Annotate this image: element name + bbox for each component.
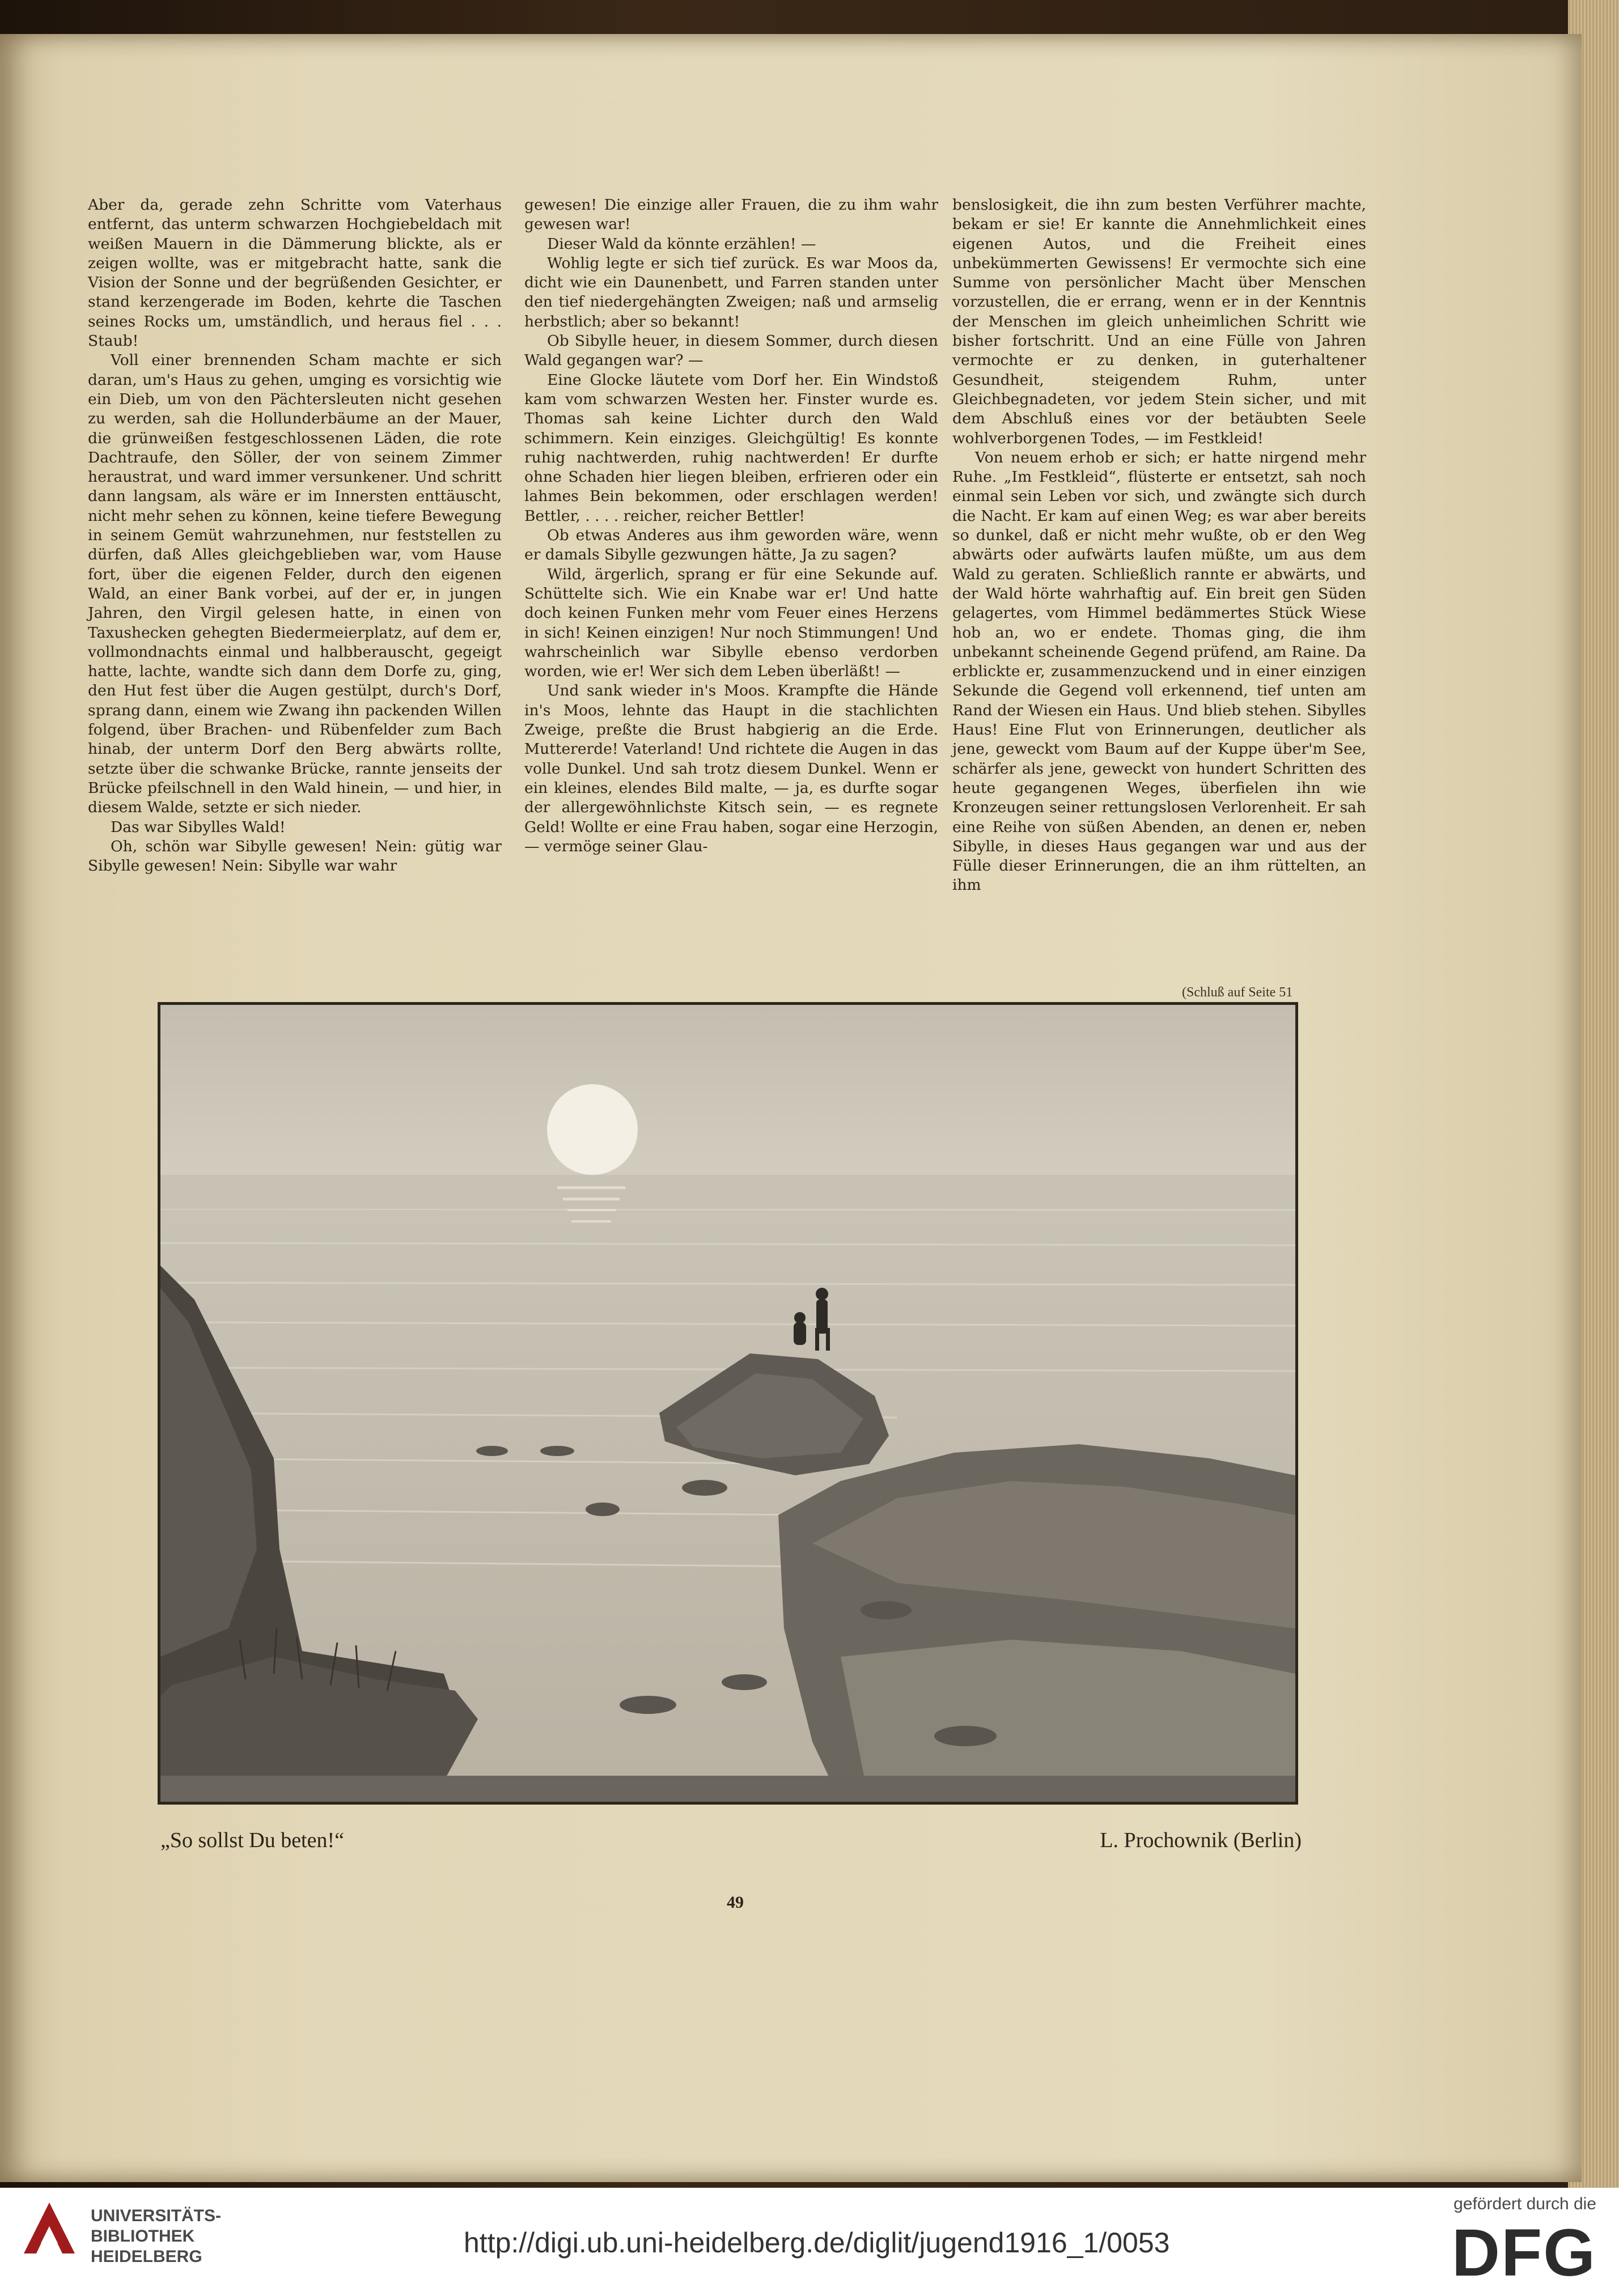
- seascape-drawing: [160, 1005, 1295, 1802]
- illustration-title: „So sollst Du beten!“: [160, 1828, 345, 1852]
- paragraph: Dieser Wald da könnte erzählen! —: [547, 235, 816, 253]
- paragraph: Ob etwas Anderes aus ihm geworden wäre, wenn er damals Sibylle gezwungen hätte, Ja zu sagen?: [524, 527, 938, 564]
- page-number: 49: [727, 1893, 744, 1912]
- paragraph: Eine Glocke läutete vom Dorf her. Ein Windstoß kam vom schwarzen Westen her. Finster wurde es. Thomas sah keine Lichter durch den Wald schimmern. Kein einziges. Gleichgültig! Es konnte ruhig nachtwerden, ruhig nachtwerden! Er durfte ohne Schaden hier liegen bleiben, erfrieren oder ein lahmes Bein bekommen, oder erschlagen werden! Bettler, . . . . reicher, reicher Bettler!: [524, 371, 938, 525]
- paragraph: Wild, ärgerlich, sprang er für eine Sekunde auf. Schüttelte sich. Wie ein Knabe war er! Und hatte doch keinen Funken mehr vom Feuer eines Herzens in sich! Keinen einzigen! Nur noch Stimmungen! Und wahrscheinlich war Sibylle ebenso verdorben worden, wie er! Wer sich dem Leben überläßt! —: [524, 565, 938, 681]
- horizon-haze: [160, 1175, 1295, 1209]
- text-column-3: [952, 196, 1366, 896]
- text-column-1: [88, 196, 502, 876]
- illustration-artist: L. Prochownik (Berlin): [1100, 1828, 1302, 1852]
- library-line-2: BIBLIOTHEK: [91, 2227, 195, 2246]
- illustration-seascape: [158, 1002, 1298, 1805]
- library-line-1: UNIVERSITÄTS-: [91, 2206, 222, 2225]
- sky: [160, 1005, 1295, 1181]
- continued-note: (Schluß auf Seite 51: [1182, 985, 1293, 1000]
- paragraph: Voll einer brennenden Scham machte er sich daran, um's Haus zu gehen, umging es vorsichtig wie ein Dieb, um von den Pächtersleuten nicht gesehen zu werden, sah die Hollunderbäume an der Mauer, die grünweißen festgeschlossenen Läden, die rote Dachtraufe, den Söller, der von seinem Zimmer heraustrat, und ward immer versunkener. Und schritt dann langsam, als wäre er im Innersten enttäuscht, nicht mehr sehen zu können, keine tiefere Bewegung in seinem Gemüt wahrzunehmen, nur feststellen zu dürfen, daß Alles gleichgeblieben war, vom Hause fort, über die eigenen Felder, durch den eigenen Wald, an einer Bank vorbei, auf der er, in jungen Jahren, den Virgil gelesen hatte, in einen von Taxushecken gehegten Biedermeierplatz, auf dem er, vollmondnachts einmal und halbberauscht, gegeigt hatte, lachte, wandte sich dann dem Dorfe zu, ging, den Hut fest über die Augen gestülpt, durch's Dorf, sprang dann, einem wie Zwang ihn packenden Willen folgend, über Brachen- und Rübenfelder zum Bach hinab, der unterm Dorf den Berg abwärts rollte, setzte über die schwanke Brücke, rannte jenseits der Brücke pfeilschnell in den Wald hinein, — und hier, in diesem Walde, setzte er sich nieder.: [88, 351, 502, 817]
- university-library-logo-icon[interactable]: [18, 2198, 80, 2263]
- paragraph: Und sank wieder in's Moos. Krampfte die Hände in's Moos, lehnte das Haupt in die stachlichten Zweige, preßte die Brust habgierig an die Erde. Muttererde! Vaterland! Und richtete die Augen in das volle Dunkel. Und sah trotz diesem Dunkel. Wenn er ein kleines, elendes Bild malte, — ja, es durfte sogar der allergewöhnlichste Kitsch sein, — es regnete Geld! Wollte er eine Frau haben, sogar eine Herzogin, — vermöge seiner Glau-: [524, 682, 938, 855]
- funding-label: gefördert durch die: [1453, 2195, 1596, 2213]
- library-line-3: HEIDELBERG: [91, 2247, 202, 2266]
- paragraph: Das war Sibylles Wald!: [111, 818, 286, 836]
- source-url-link[interactable]: http://digi.ub.uni-heidelberg.de/diglit/jugend1916_1/0053: [464, 2227, 1170, 2259]
- paragraph: Wohlig legte er sich tief zurück. Es war Moos da, dicht wie ein Daunenbett, und Farren standen unter den tief niedergehängten Zweigen; naß und armselig herbstlich; aber so bekannt!: [524, 254, 938, 330]
- shore-bottom: [160, 1776, 1295, 1802]
- paragraph: Oh, schön war Sibylle gewesen! Nein: gütig war Sibylle gewesen! Nein: Sibylle war wahr: [88, 837, 502, 875]
- paragraph: Aber da, gerade zehn Schritte vom Vaterhaus entfernt, das unterm schwarzen Hochgiebeldach mit weißen Mauern in die Dämmerung blickte, als er zeigen wollte, was er mitgebracht hatte, sank die Vision der Sonne und der begrüßenden Gesichter, er stand kerzengerade im Boden, kehrte die Taschen seines Rocks um, umständlich, und heraus fiel . . . Staub!: [88, 196, 502, 350]
- paragraph: Ob Sibylle heuer, in diesem Sommer, durch diesen Wald gegangen war? —: [524, 332, 938, 370]
- dfg-logo[interactable]: DFG: [1451, 2216, 1596, 2290]
- text-column-2: [524, 196, 938, 856]
- university-library-name[interactable]: [91, 2206, 221, 2267]
- sun: [547, 1084, 638, 1175]
- paragraph: gewesen! Die einzige aller Frauen, die zu ihm wahr gewesen war!: [524, 196, 938, 234]
- paragraph: benslosigkeit, die ihn zum besten Verführer machte, bekam er sie! Er kannte die Annehmlichkeit eines eigenen Autos, und die Freiheit eines unbekümmerten Gewissens! Er vermochte sich eine Summe von persönlicher Macht über Menschen vorzustellen, die er errang, wenn er in der Kenntnis der Menschen im gleich unheimlichen Schritt wie bisher fortschritt. Und an eine Fülle von Jahren vermochte er zu denken, in guterhaltener Gesundheit, steigendem Ruhm, unter Gleichbegnadeten, vor jedem Stein sicher, und mit dem Abschluß eines vor der betäubten Seele wohlverborgenen Todes, — im Festkleid!: [952, 196, 1366, 447]
- paragraph: Von neuem erhob er sich; er hatte nirgend mehr Ruhe. „Im Festkleid“, flüsterte er entsetzt, sah noch einmal sein Leben vor sich, und zwängte sich durch die Nacht. Er kam auf einen Weg; es war aber bereits so dunkel, daß er nicht mehr wußte, ob er den Weg abwärts oder aufwärts laufen müßte, um aus dem Wald zu geraten. Schließlich rannte er abwärts, und der Wald hörte wahrhaftig auf. Ein breit gen Süden gelagertes, vom Himmel bedämmertes Stück Wiese hob an, wo er endete. Thomas ging, die ihm unbekannt scheinende Gegend prüfend, am Raine. Da erblickte er, zusammenzuckend und in einer einzigen Sekunde die Gegend voll erkennend, tief unten am Rand der Wiesen ein Haus. Und blieb stehen. Sibylles Haus! Eine Flut von Erinnerungen, deutlicher als jene, geweckt vom Baum auf der Kuppe über'm See, schärfer als jene, geweckt von hundert Schritten des heute gegangenen Weges, überfielen ihn wie Kronzeugen seiner rettungslosen Verlorenheit. Er sah eine Reihe von süßen Abenden, an denen er, neben Sibylle, in dieses Haus gegangen war und aus der Fülle dieser Erinnerungen, die an ihm rüttelten, an ihm: [952, 448, 1366, 894]
- footer-banner: [0, 2188, 1619, 2296]
